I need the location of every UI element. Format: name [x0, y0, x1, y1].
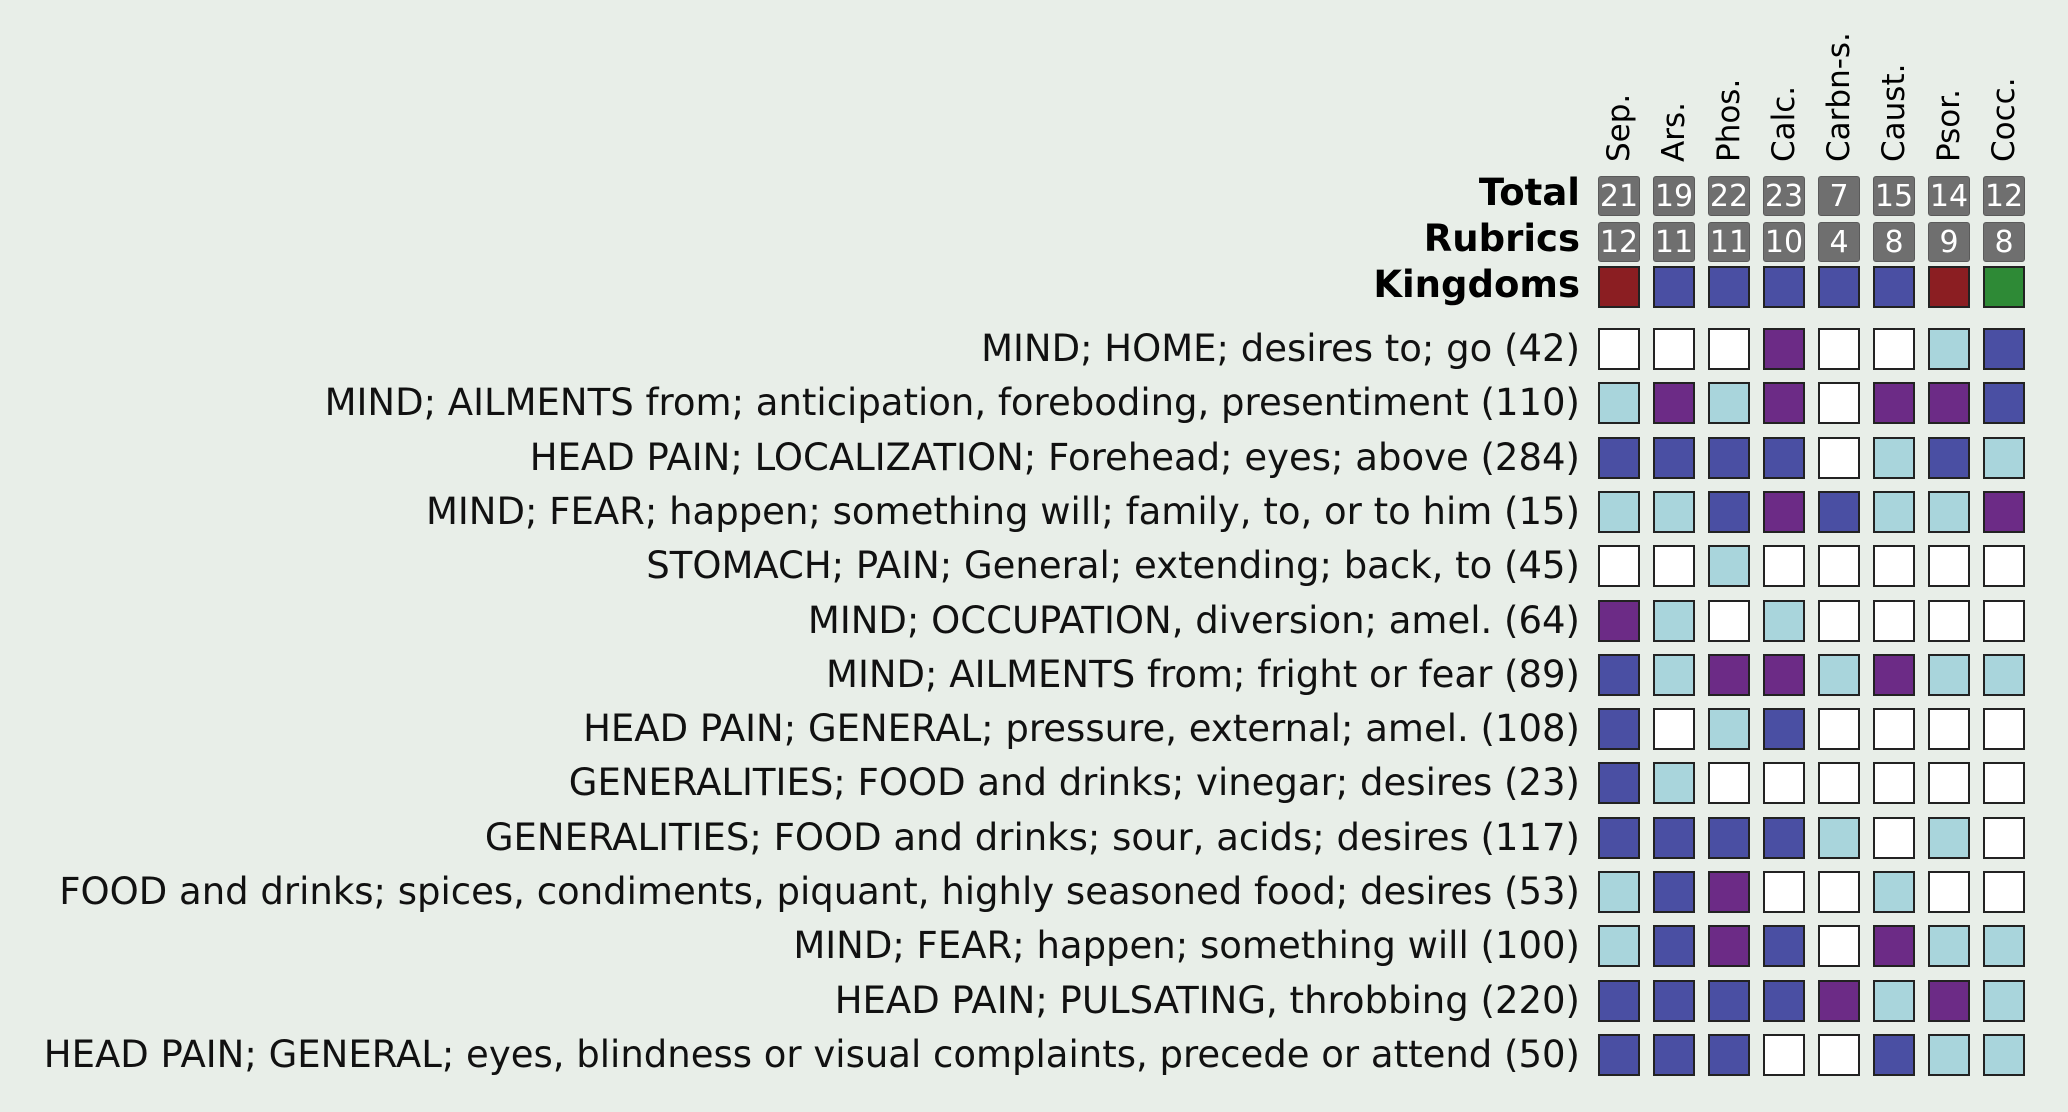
grade-cell-1-2[interactable] — [1708, 382, 1750, 424]
grade-cell-10-2[interactable] — [1708, 871, 1750, 913]
grade-cell-0-1[interactable] — [1653, 328, 1695, 370]
kingdoms-header: Kingdoms — [1373, 263, 1580, 306]
grade-cell-5-7[interactable] — [1983, 600, 2025, 642]
grade-cell-0-3[interactable] — [1763, 328, 1805, 370]
grade-cell-12-5[interactable] — [1873, 980, 1915, 1022]
grade-cell-6-3[interactable] — [1763, 654, 1805, 696]
remedy-name-6[interactable]: Psor. — [1931, 88, 1967, 162]
total-badge-2: 22 — [1708, 176, 1750, 216]
total-badge-4: 7 — [1818, 176, 1860, 216]
grade-cell-13-3[interactable] — [1763, 1034, 1805, 1076]
remedy-name-0[interactable]: Sep. — [1601, 93, 1637, 162]
grade-cell-4-1[interactable] — [1653, 545, 1695, 587]
grade-cell-8-6[interactable] — [1928, 762, 1970, 804]
grade-cell-8-1[interactable] — [1653, 762, 1695, 804]
kingdom-square-6 — [1928, 266, 1970, 308]
kingdom-square-1 — [1653, 266, 1695, 308]
grade-cell-10-4[interactable] — [1818, 871, 1860, 913]
rubric-label-5[interactable]: MIND; OCCUPATION, diversion; amel. (64) — [807, 598, 1580, 642]
grade-cell-8-7[interactable] — [1983, 762, 2025, 804]
kingdom-square-7 — [1983, 266, 2025, 308]
grade-cell-6-1[interactable] — [1653, 654, 1695, 696]
remedy-name-1[interactable]: Ars. — [1656, 102, 1692, 162]
grade-cell-2-6[interactable] — [1928, 437, 1970, 479]
grade-cell-5-3[interactable] — [1763, 600, 1805, 642]
rubric-label-11[interactable]: MIND; FEAR; happen; something will (100) — [793, 924, 1580, 968]
grade-cell-4-6[interactable] — [1928, 545, 1970, 587]
grade-cell-9-7[interactable] — [1983, 817, 2025, 859]
grade-cell-7-5[interactable] — [1873, 708, 1915, 750]
kingdom-square-2 — [1708, 266, 1750, 308]
grade-cell-4-4[interactable] — [1818, 545, 1860, 587]
total-badge-7: 12 — [1983, 176, 2025, 216]
rubrics-badge-2: 11 — [1708, 222, 1750, 262]
grade-cell-6-2[interactable] — [1708, 654, 1750, 696]
rubrics-badge-7: 8 — [1983, 222, 2025, 262]
grade-cell-6-6[interactable] — [1928, 654, 1970, 696]
grade-cell-3-6[interactable] — [1928, 491, 1970, 533]
grade-cell-11-2[interactable] — [1708, 925, 1750, 967]
grade-cell-12-0[interactable] — [1598, 980, 1640, 1022]
grade-cell-11-6[interactable] — [1928, 925, 1970, 967]
grade-cell-12-4[interactable] — [1818, 980, 1860, 1022]
grade-cell-9-1[interactable] — [1653, 817, 1695, 859]
grade-cell-7-0[interactable] — [1598, 708, 1640, 750]
grade-cell-10-7[interactable] — [1983, 871, 2025, 913]
grade-cell-5-2[interactable] — [1708, 600, 1750, 642]
rubric-label-13[interactable]: HEAD PAIN; GENERAL; eyes, blindness or visual complaints, precede or attend (50) — [43, 1032, 1580, 1076]
grade-cell-13-5[interactable] — [1873, 1034, 1915, 1076]
grade-cell-7-2[interactable] — [1708, 708, 1750, 750]
grade-cell-0-4[interactable] — [1818, 328, 1860, 370]
grade-cell-4-5[interactable] — [1873, 545, 1915, 587]
grade-cell-5-4[interactable] — [1818, 600, 1860, 642]
grade-cell-3-2[interactable] — [1708, 491, 1750, 533]
grade-cell-2-7[interactable] — [1983, 437, 2025, 479]
grade-cell-4-0[interactable] — [1598, 545, 1640, 587]
rubrics-badge-3: 10 — [1763, 222, 1805, 262]
grade-cell-7-7[interactable] — [1983, 708, 2025, 750]
grade-cell-8-5[interactable] — [1873, 762, 1915, 804]
grade-cell-11-3[interactable] — [1763, 925, 1805, 967]
grade-cell-7-3[interactable] — [1763, 708, 1805, 750]
grade-cell-5-6[interactable] — [1928, 600, 1970, 642]
grade-cell-0-0[interactable] — [1598, 328, 1640, 370]
rubric-label-7[interactable]: HEAD PAIN; GENERAL; pressure, external; amel. (108) — [583, 707, 1580, 751]
grade-cell-2-5[interactable] — [1873, 437, 1915, 479]
grade-cell-9-3[interactable] — [1763, 817, 1805, 859]
kingdom-square-4 — [1818, 266, 1860, 308]
grade-cell-3-1[interactable] — [1653, 491, 1695, 533]
grade-cell-10-0[interactable] — [1598, 871, 1640, 913]
grade-cell-3-7[interactable] — [1983, 491, 2025, 533]
total-badge-5: 15 — [1873, 176, 1915, 216]
rubric-label-6[interactable]: MIND; AILMENTS from; fright or fear (89) — [826, 652, 1580, 696]
grade-cell-9-2[interactable] — [1708, 817, 1750, 859]
grade-cell-2-0[interactable] — [1598, 437, 1640, 479]
remedy-name-5[interactable]: Caust. — [1876, 63, 1912, 162]
grade-cell-0-6[interactable] — [1928, 328, 1970, 370]
grade-cell-6-0[interactable] — [1598, 654, 1640, 696]
rubric-label-8[interactable]: GENERALITIES; FOOD and drinks; vinegar; desires (23) — [568, 761, 1580, 805]
rubrics-badge-5: 8 — [1873, 222, 1915, 262]
grade-cell-12-1[interactable] — [1653, 980, 1695, 1022]
kingdom-square-5 — [1873, 266, 1915, 308]
grade-cell-13-1[interactable] — [1653, 1034, 1695, 1076]
grade-cell-2-2[interactable] — [1708, 437, 1750, 479]
grade-cell-12-6[interactable] — [1928, 980, 1970, 1022]
grade-cell-8-3[interactable] — [1763, 762, 1805, 804]
grade-cell-13-6[interactable] — [1928, 1034, 1970, 1076]
grade-cell-13-4[interactable] — [1818, 1034, 1860, 1076]
grade-cell-8-4[interactable] — [1818, 762, 1860, 804]
grade-cell-5-0[interactable] — [1598, 600, 1640, 642]
total-badge-0: 21 — [1598, 176, 1640, 216]
grade-cell-9-6[interactable] — [1928, 817, 1970, 859]
grade-cell-12-2[interactable] — [1708, 980, 1750, 1022]
grade-cell-9-5[interactable] — [1873, 817, 1915, 859]
grade-cell-12-3[interactable] — [1763, 980, 1805, 1022]
grade-cell-0-2[interactable] — [1708, 328, 1750, 370]
kingdom-square-3 — [1763, 266, 1805, 308]
rubric-label-9[interactable]: GENERALITIES; FOOD and drinks; sour, acids; desires (117) — [484, 815, 1580, 859]
rubric-label-4[interactable]: STOMACH; PAIN; General; extending; back, to (45) — [646, 544, 1580, 588]
rubric-label-0[interactable]: MIND; HOME; desires to; go (42) — [981, 327, 1580, 370]
grade-cell-4-7[interactable] — [1983, 545, 2025, 587]
grade-cell-2-4[interactable] — [1818, 437, 1860, 479]
grade-cell-11-1[interactable] — [1653, 925, 1695, 967]
total-badge-3: 23 — [1763, 176, 1805, 216]
rubrics-badge-4: 4 — [1818, 222, 1860, 262]
remedy-name-3[interactable]: Calc. — [1766, 85, 1802, 162]
total-badge-1: 19 — [1653, 176, 1695, 216]
grade-cell-12-7[interactable] — [1983, 980, 2025, 1022]
grade-cell-2-3[interactable] — [1763, 437, 1805, 479]
kingdom-square-0 — [1598, 266, 1640, 308]
total-badge-6: 14 — [1928, 176, 1970, 216]
grade-cell-10-5[interactable] — [1873, 871, 1915, 913]
rubric-label-1[interactable]: MIND; AILMENTS from; anticipation, foreboding, presentiment (110) — [324, 381, 1580, 425]
remedy-name-7[interactable]: Cocc. — [1986, 77, 2022, 162]
rubrics-badge-6: 9 — [1928, 222, 1970, 262]
grade-cell-3-3[interactable] — [1763, 491, 1805, 533]
grade-cell-6-4[interactable] — [1818, 654, 1860, 696]
rubrics-badge-1: 11 — [1653, 222, 1695, 262]
grade-cell-1-0[interactable] — [1598, 382, 1640, 424]
rubric-label-10[interactable]: FOOD and drinks; spices, condiments, piquant, highly seasoned food; desires (53) — [59, 870, 1580, 913]
grade-cell-3-5[interactable] — [1873, 491, 1915, 533]
rubric-label-2[interactable]: HEAD PAIN; LOCALIZATION; Forehead; eyes; above (284) — [529, 435, 1580, 479]
grade-cell-4-3[interactable] — [1763, 545, 1805, 587]
grade-cell-5-5[interactable] — [1873, 600, 1915, 642]
grade-cell-8-2[interactable] — [1708, 762, 1750, 804]
grade-cell-8-0[interactable] — [1598, 762, 1640, 804]
grade-cell-3-4[interactable] — [1818, 491, 1860, 533]
remedy-name-4[interactable]: Carbn-s. — [1821, 32, 1857, 162]
grade-cell-11-0[interactable] — [1598, 925, 1640, 967]
grade-cell-1-1[interactable] — [1653, 382, 1695, 424]
grade-cell-1-3[interactable] — [1763, 382, 1805, 424]
grade-cell-10-3[interactable] — [1763, 871, 1805, 913]
grade-cell-9-4[interactable] — [1818, 817, 1860, 859]
total-header: Total — [1478, 171, 1580, 214]
grade-cell-3-0[interactable] — [1598, 491, 1640, 533]
rubric-label-3[interactable]: MIND; FEAR; happen; something will; family, to, or to him (15) — [425, 489, 1580, 533]
grade-cell-11-7[interactable] — [1983, 925, 2025, 967]
grade-cell-13-7[interactable] — [1983, 1034, 2025, 1076]
grade-cell-11-4[interactable] — [1818, 925, 1860, 967]
grade-cell-9-0[interactable] — [1598, 817, 1640, 859]
grade-cell-5-1[interactable] — [1653, 600, 1695, 642]
grade-cell-2-1[interactable] — [1653, 437, 1695, 479]
grade-cell-7-4[interactable] — [1818, 708, 1860, 750]
grade-cell-13-2[interactable] — [1708, 1034, 1750, 1076]
grade-cell-13-0[interactable] — [1598, 1034, 1640, 1076]
grade-cell-6-7[interactable] — [1983, 654, 2025, 696]
rubrics-badge-0: 12 — [1598, 222, 1640, 262]
grade-cell-10-6[interactable] — [1928, 871, 1970, 913]
grade-cell-0-7[interactable] — [1983, 328, 2025, 370]
rubric-label-12[interactable]: HEAD PAIN; PULSATING, throbbing (220) — [834, 978, 1580, 1022]
grade-cell-10-1[interactable] — [1653, 871, 1695, 913]
grade-cell-1-6[interactable] — [1928, 382, 1970, 424]
grade-cell-4-2[interactable] — [1708, 545, 1750, 587]
rubrics-header: Rubrics — [1423, 217, 1580, 260]
grade-cell-7-1[interactable] — [1653, 708, 1695, 750]
grade-cell-0-5[interactable] — [1873, 328, 1915, 370]
grade-cell-1-4[interactable] — [1818, 382, 1860, 424]
grade-cell-11-5[interactable] — [1873, 925, 1915, 967]
remedy-name-2[interactable]: Phos. — [1711, 78, 1747, 162]
grade-cell-6-5[interactable] — [1873, 654, 1915, 696]
grade-cell-7-6[interactable] — [1928, 708, 1970, 750]
grade-cell-1-5[interactable] — [1873, 382, 1915, 424]
grade-cell-1-7[interactable] — [1983, 382, 2025, 424]
